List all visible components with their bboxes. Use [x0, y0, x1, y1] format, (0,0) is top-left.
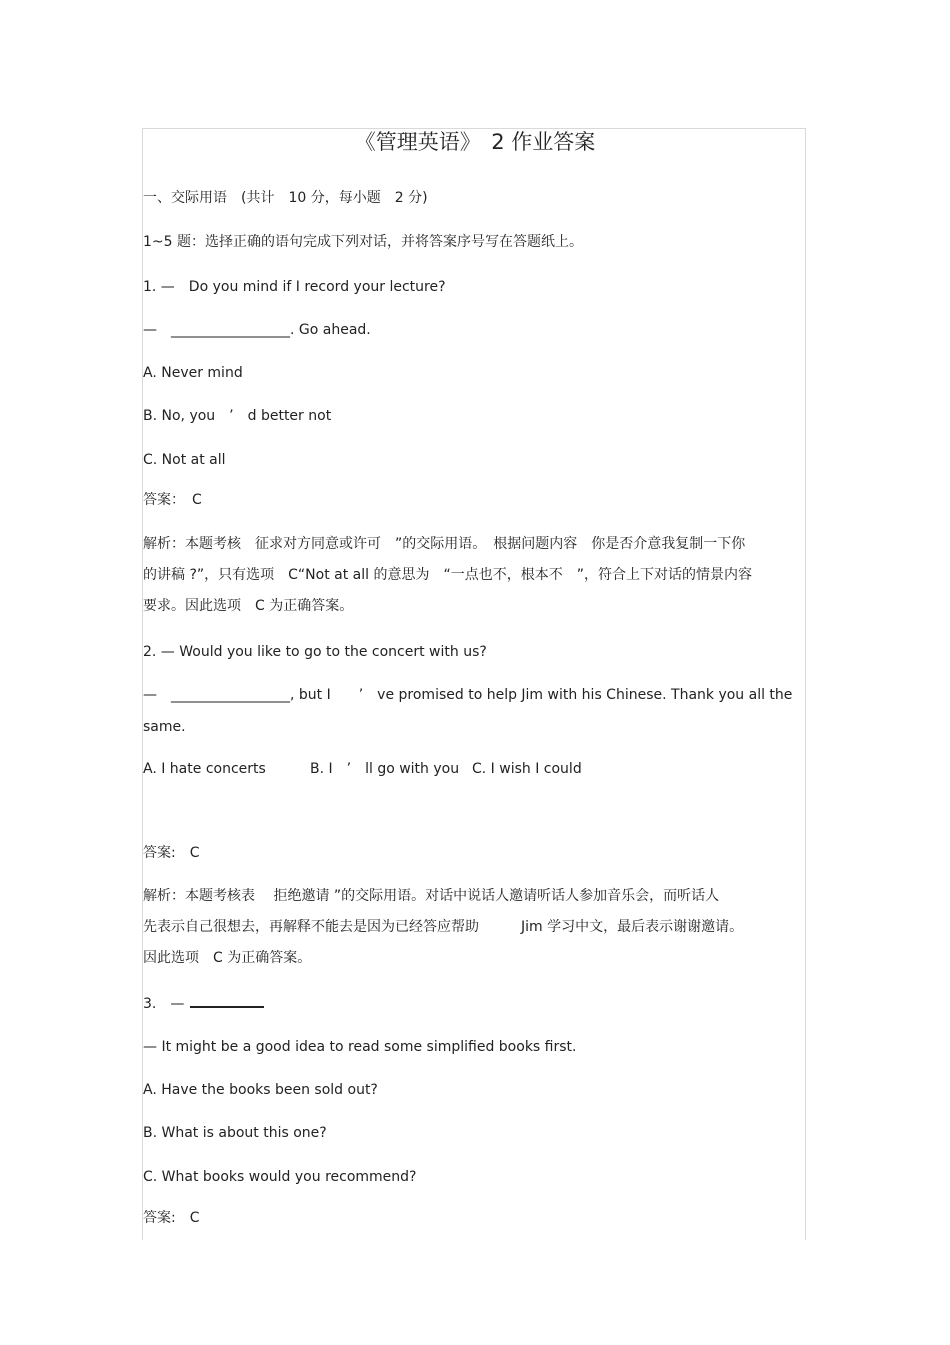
- q2-question: 2. — Would you like to go to the concert with us?: [143, 644, 487, 660]
- q2-analysis-line-2: 先表示自己很想去，再解释不能去是因为已经答应帮助 Jim 学习中文，最后表示谢谢邀请。: [143, 919, 744, 935]
- q1-answer: 答案： C: [143, 492, 202, 508]
- q3-answer: 答案: C: [143, 1210, 200, 1226]
- q2-answer: 答案: C: [143, 845, 200, 861]
- q1-reply: — _________________. Go ahead.: [143, 322, 371, 338]
- q2-analysis-line-1: 解析：本题考核表 拒绝邀请 ”的交际用语。对话中说话人邀请听话人参加音乐会，而听话人: [143, 888, 720, 904]
- q3-option-b: B. What is about this one?: [143, 1125, 327, 1141]
- instruction-text: 1~5 题：选择正确的语句完成下列对话，并将答案序号写在答题纸上。: [143, 234, 583, 250]
- q1-analysis-line-2: 的讲稿 ?”，只有选项 C“Not at all 的意思为 “一点也不，根本不 ”，符合上下对话的情景内容: [143, 567, 752, 583]
- q2-reply-line-1: — _________________, but I ’ ve promised to help Jim with his Chinese. Thank you all the: [143, 687, 793, 703]
- q1-question: 1. — Do you mind if I record your lecture?: [143, 279, 446, 295]
- section-heading: 一、交际用语 (共计 10 分，每小题 2 分): [143, 190, 428, 206]
- q3-option-a: A. Have the books been sold out?: [143, 1082, 378, 1098]
- q2-option-c: C. I wish I could: [472, 761, 582, 777]
- document-title: 《管理英语》 2 作业答案: [354, 130, 596, 154]
- q1-analysis-line-3: 要求。因此选项 C 为正确答案。: [143, 598, 354, 614]
- q1-option-c: C. Not at all: [143, 452, 226, 468]
- q1-option-a: A. Never mind: [143, 365, 243, 381]
- q3-reply: — It might be a good idea to read some simplified books first.: [143, 1039, 577, 1055]
- q3-question-text: 3. —: [143, 996, 185, 1012]
- q2-option-a: A. I hate concerts: [143, 761, 266, 777]
- q3-answer-blank: [190, 996, 264, 1008]
- q1-analysis-line-1: 解析：本题考核 征求对方同意或许可 ”的交际用语。 根据问题内容 你是否介意我复制一下你: [143, 536, 746, 552]
- q3-question: [143, 995, 264, 1013]
- q1-option-b: B. No, you ’ d better not: [143, 408, 332, 424]
- q2-option-b: B. I ’ ll go with you: [310, 761, 460, 777]
- q3-option-c: C. What books would you recommend?: [143, 1169, 417, 1185]
- q2-reply-line-2: same.: [143, 719, 186, 735]
- q2-analysis-line-3: 因此选项 C 为正确答案。: [143, 950, 312, 966]
